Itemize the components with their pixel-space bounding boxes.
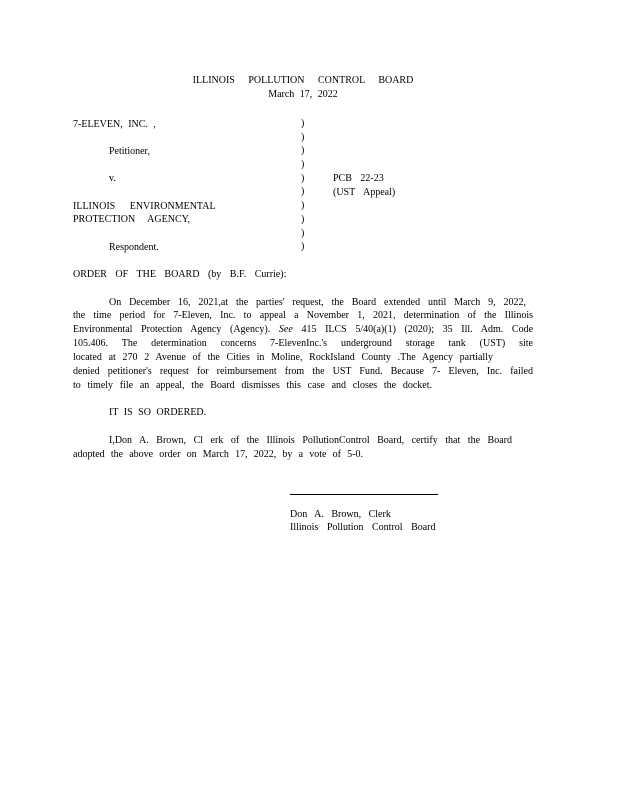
- statute-citation: 415 ILCS 5/40(a)(1) (2020); 35 Ill. Adm. Code: [301, 324, 533, 335]
- respondent-name-line2: PROTECTION AGENCY,: [73, 214, 191, 225]
- paragraph1-line: On December 16, 2021,at the parties' request, the Board extended until March 9, 2022,: [109, 297, 526, 308]
- paren: ): [301, 159, 305, 171]
- versus-label: v.: [109, 173, 116, 184]
- paragraph1-line: located at 270 2 Avenue of the Cities in Moline, RockIsland County .The Agency partially: [73, 352, 493, 363]
- certification-line: adopted the above order on March 17, 2022, by a vote of 5-0.: [73, 449, 363, 460]
- caption-paren-column: [301, 117, 309, 254]
- paragraph1-line: to timely file an appeal, the Board dismisses this case and closes the docket.: [73, 380, 432, 391]
- respondent-role: Respondent.: [109, 242, 159, 253]
- case-number: PCB 22-23: [333, 173, 384, 184]
- clerk-name: Don A. Brown, Clerk: [290, 509, 391, 520]
- paren: ): [301, 213, 305, 225]
- paren: ): [301, 227, 305, 239]
- order-heading: ORDER OF THE BOARD (by B.F. Currie):: [73, 269, 287, 280]
- paragraph1-line: [73, 323, 533, 337]
- petitioner-role: Petitioner,: [109, 146, 150, 157]
- respondent-name-line1: ILLINOIS ENVIRONMENTAL: [73, 201, 216, 212]
- petitioner-name: 7-ELEVEN, INC. ,: [73, 119, 156, 130]
- so-ordered: IT IS SO ORDERED.: [109, 407, 207, 418]
- signature-line: [290, 494, 438, 495]
- paragraph1-line: the time period for 7-Eleven, Inc. to appeal a November 1, 2021, determination of the Illinois: [73, 310, 533, 321]
- paren: ): [301, 200, 305, 212]
- paren: ): [301, 172, 305, 184]
- paren: ): [301, 131, 305, 143]
- clerk-title: Illinois Pollution Control Board: [290, 522, 436, 533]
- order-date: March 17, 2022: [268, 89, 338, 100]
- paren: ): [301, 145, 305, 157]
- paragraph1-line: 105.406. The determination concerns 7-ElevenInc.'s underground storage tank (UST) site: [73, 338, 533, 349]
- agency-reference: Environmental Protection Agency (Agency).: [73, 324, 271, 335]
- paragraph1-line: denied petitioner's request for reimbursement from the UST Fund. Because 7- Eleven, Inc. failed: [73, 366, 533, 377]
- paren: ): [301, 241, 305, 253]
- certification-line: I,Don A. Brown, Cl erk of the Illinois PollutionControl Board, certify that the Board: [109, 435, 512, 446]
- case-type: (UST Appeal): [333, 187, 396, 198]
- paren: ): [301, 118, 305, 129]
- agency-heading: ILLINOIS POLLUTION CONTROL BOARD: [192, 75, 414, 86]
- see-signal: See: [278, 324, 293, 335]
- paren: ): [301, 186, 305, 198]
